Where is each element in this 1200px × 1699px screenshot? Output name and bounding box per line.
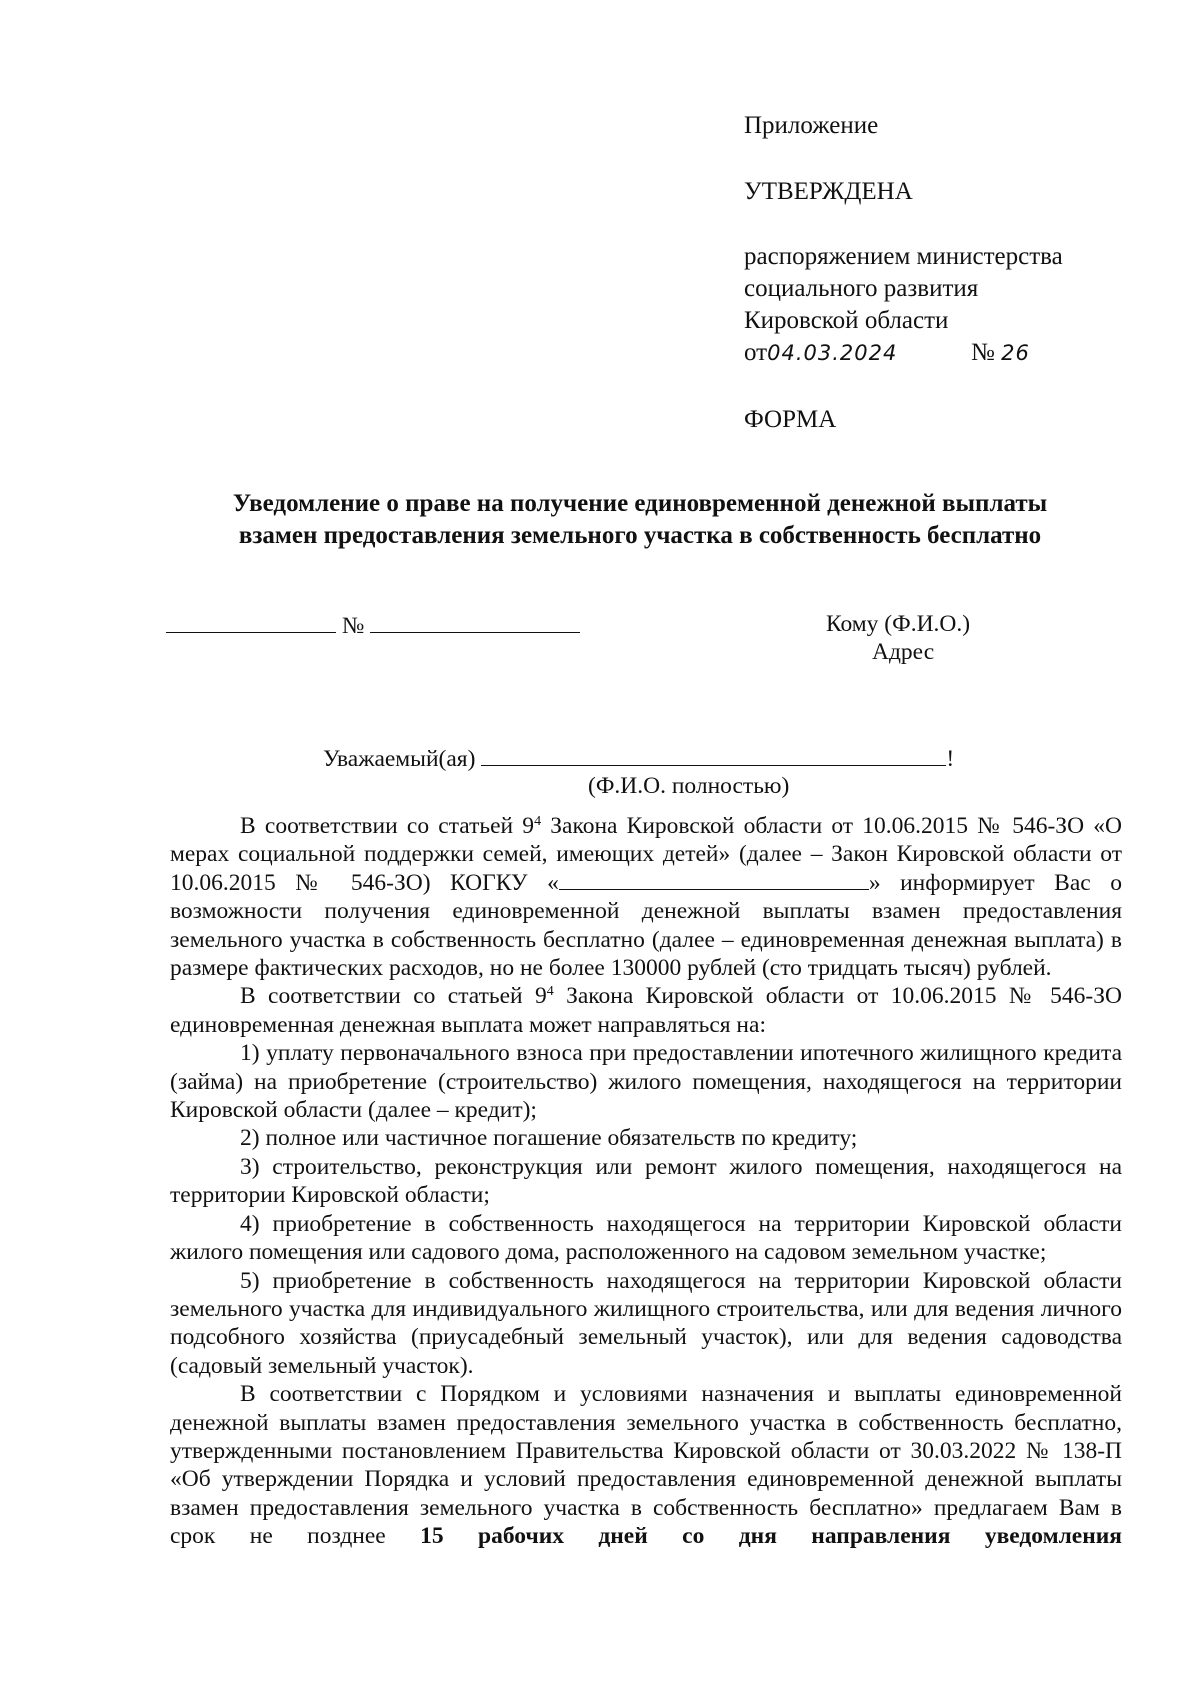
p3-deadline: 15 рабочих дней со дня направления уведомления <box>420 1523 1122 1550</box>
approved-label: УТВЕРЖДЕНА <box>744 178 913 205</box>
list-item: 3) строительство, реконструкция или ремонт жилого помещения, находящегося на территории Кировской области; <box>170 1153 1122 1209</box>
institution-blank <box>559 888 869 890</box>
p1-text: В соответствии со статьей 9 <box>240 813 535 839</box>
document-body <box>170 812 1122 1551</box>
number-blank <box>370 631 580 633</box>
handwritten-number: 26 <box>1001 341 1030 365</box>
list-item: 1) уплату первоначального взноса при предоставлении ипотечного жилищного кредита (займа) на приобретение (строительство) жилого помещения, находящегося на территории Кировской области (далее – кредит); <box>170 1040 1122 1124</box>
recipient-label: Кому (Ф.И.О.) <box>826 611 971 637</box>
number-group <box>971 337 1030 369</box>
greeting-label: Уважаемый(ая) <box>323 746 476 772</box>
handwritten-date: 04.03.2024 <box>767 341 898 365</box>
paragraph-3 <box>170 1380 1122 1550</box>
p1-text-b: Закона Кировской области от 10.06.2015 № 546-ЗО «О мерах социальной поддержки семей, имеющих детей» (далее – Закон Кировской области от 10.06.2015 № 546-ЗО) КОГКУ « <box>170 813 1122 896</box>
p2-text-b: Закона Кировской области от 10.06.2015 № 546-ЗО единовременная денежная выплата может направляться на: <box>170 983 1122 1038</box>
order-line-3: Кировской области <box>744 307 949 334</box>
p1-text-c: » информирует Вас о возможности получения единовременной денежной выплаты взамен предоставления земельного участка в собственность бесплатно (далее – единовременная денежная выплата) в размере фактических расходов, но не более 130000 рублей (сто тридцать тысяч) рублей. <box>170 869 1122 982</box>
paragraph-1 <box>170 812 1122 982</box>
p2-sup: 4 <box>546 984 554 1000</box>
number-prefix: № <box>971 339 995 366</box>
form-label: ФОРМА <box>744 406 837 433</box>
full-name-blank <box>481 764 946 766</box>
title-line-1: Уведомление о праве на получение единовременной денежной выплаты <box>232 490 1048 517</box>
appendix-label: Приложение <box>744 112 879 139</box>
title-line-2: взамен предоставления земельного участка в собственность бесплатно <box>238 522 1042 549</box>
full-name-hint: (Ф.И.О. полностью) <box>588 773 790 799</box>
order-line-2: социального развития <box>744 275 979 302</box>
address-label: Адрес <box>872 639 935 665</box>
list-item: 5) приобретение в собственность находящегося на территории Кировской области земельного участка для индивидуального жилищного строительства, или для ведения личного подсобного хозяйства (приусадебный земельный участок), или для ведения садоводства (садовый земельный участок). <box>170 1267 1122 1379</box>
list-item: 2) полное или частичное погашение обязательств по кредиту; <box>240 1125 858 1152</box>
p2-text: В соответствии со статьей 9 <box>240 983 547 1010</box>
date-blank <box>166 631 336 633</box>
p1-sup: 4 <box>534 814 542 829</box>
order-date-number <box>744 337 1064 369</box>
order-line-1: распоряжением министерства <box>744 243 1063 270</box>
greeting <box>323 745 954 773</box>
list-item: 4) приобретение в собственность находящегося на территории Кировской области жилого помещения или садового дома, расположенного на садовом земельном участке; <box>170 1210 1122 1266</box>
paragraph-2 <box>170 982 1122 1039</box>
greeting-end: ! <box>946 746 955 772</box>
document-title <box>150 488 1130 552</box>
number-sign: № <box>341 613 365 639</box>
outgoing-requisites <box>166 612 580 640</box>
date-prefix: от <box>744 339 768 366</box>
p3-text: В соответствии с Порядком и условиями назначения и выплаты единовременной денежной выплаты взамен предоставления земельного участка в собственность бесплатно, утвержденными постановлением Правительства Кировской области от 30.03.2022 № 138-П «Об утверждении Порядка и условий предоставления единовременной денежной выплаты взамен предоставления земельного участка в собственность бесплатно» предлагаем Вам в срок не позднее <box>170 1381 1122 1550</box>
